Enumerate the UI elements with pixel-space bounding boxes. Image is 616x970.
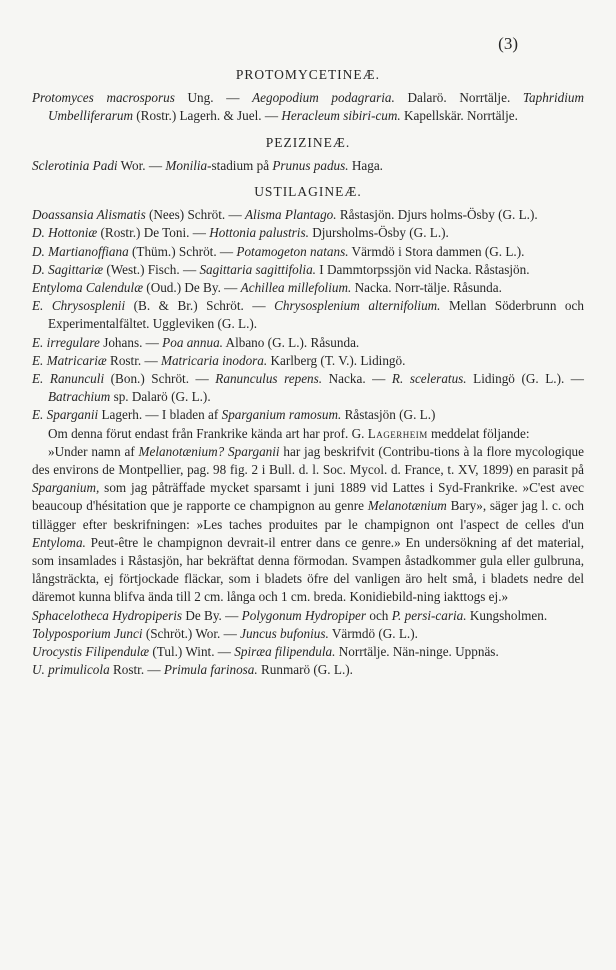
author: (Rostr.) De Toni. — (97, 225, 210, 241)
species: Protomyces macrosporus (32, 90, 175, 106)
species: Tolyposporium Junci (32, 625, 143, 641)
species: Doassansia Alismatis (32, 207, 146, 223)
locality: Djursholms-Ösby (G. L.). (308, 225, 449, 241)
host: Matricaria inodora. (160, 352, 268, 368)
host: Poa annua. (162, 334, 223, 350)
species: D. Martianoffiana (32, 243, 129, 259)
locality: Kapellskär. Norrtälje. (400, 108, 518, 124)
page-number: (3) (498, 34, 518, 53)
author: (Schröt.) Wor. — (142, 625, 241, 641)
host: P. persi-caria. (391, 607, 467, 623)
quote-text: »Under namn af (48, 443, 139, 459)
entry-species (32, 224, 584, 242)
locality: Karlberg (T. V.). Lidingö. (267, 352, 406, 368)
host: Aegopodium podagraria. (252, 90, 395, 106)
host: Polygonum Hydropiper (241, 607, 367, 623)
host: Sparganium ramosum. (221, 407, 342, 423)
author: (Tul.) Wint. — (149, 644, 235, 660)
host: Achillea millefolium. (240, 280, 352, 296)
locality: Nacka. Norr-tälje. Råsunda. (351, 280, 502, 296)
author: (Oud.) De By. — (143, 280, 241, 296)
note-text: Om denna förut endast från Frankrike kända art har prof. G. (48, 425, 368, 441)
locality: Norrtälje. Nän-ninge. Uppnäs. (335, 644, 499, 660)
host: R. sceleratus. (391, 371, 467, 387)
host: Ranunculus repens. (215, 371, 323, 387)
host: Hottonia palustris. (209, 225, 309, 241)
quote-paragraph (32, 443, 584, 607)
author: Johans. — (99, 334, 163, 350)
host-stage: -stadium på (207, 157, 273, 173)
species: Sphacelotheca Hydropiperis (32, 607, 183, 623)
locality: I Dammtorpssjön vid Nacka. Råstasjön. (315, 261, 530, 277)
author: Rostr. — (109, 662, 164, 678)
conjunction: och (366, 607, 392, 623)
locality: sp. Dalarö (G. L.). (110, 389, 211, 405)
note-text: meddelat följande: (427, 425, 530, 441)
section-heading-ustilagineae: USTILAGINEÆ. (254, 184, 362, 200)
author: (West.) Fisch. — (103, 261, 200, 277)
quote-text: Bary», säger jag l. c. och tillägger efter beskrifningen: »Les taches produites par le champignon ont l'aspect de celles d'un (32, 498, 584, 532)
author: Lagerh. — I bladen af (98, 407, 222, 423)
species: D. Hottoniæ (32, 225, 98, 241)
entry-species (32, 661, 584, 679)
quote-text: har jag beskrifvit (Contribu-tions à la flore mycologique des environs de Montpellier, pag. 98 fig. 2 i Bull. d. l. Soc. Mycol. d. France, t. XV, 1899) en parasit på (32, 443, 585, 478)
host: Prunus padus. (272, 157, 349, 173)
species: Taphridium Umbelliferarum (48, 90, 585, 124)
host: Monilia (165, 157, 208, 173)
entry-species (32, 261, 584, 279)
species: E. Chrysosplenii (32, 298, 126, 314)
author: De By. — (182, 607, 242, 623)
entry-sphacelotheca (32, 607, 584, 625)
author: (Nees) Schröt. — (145, 207, 245, 223)
quote-text: Peut-être le champignon devrait-il entrer dans ce genre.» En undersökning af det material, som insamlades i Råstasjön, har bekräftat denna förmodan. Svampen åstadkommer gula eller gulbruna, långsträckta, ej förtjockade fläckar, som i bladets öfre del vanligen äro helt små, i bladets nedre del däremot kunna blifva ända till 2 cm. långa och 1 cm. breda. Konidiebild-ning iakttogs ej.» (32, 534, 584, 605)
locality: Dalarö. Norrtälje. (394, 90, 511, 106)
quote-italic: Melanotænium (367, 498, 447, 514)
entry-entyloma-sparganii (32, 406, 584, 424)
species: Entyloma Calendulæ (32, 280, 143, 296)
entry-species (32, 625, 584, 643)
locality: Nacka. — (322, 371, 392, 387)
locality: Råstasjön (G. L.) (341, 407, 436, 423)
entry-entyloma-ranunculi (32, 370, 584, 406)
author: Rostr. — (106, 352, 161, 368)
entry-sclerotinia (32, 157, 584, 175)
host: Heracleum sibiri-cum. (281, 108, 401, 124)
author: Wor. — (117, 157, 166, 173)
locality: Runmarö (G. L.). (257, 662, 353, 678)
locality: Kungsholmen. (466, 607, 548, 623)
entry-species (32, 352, 584, 370)
entry-species (32, 297, 584, 333)
species: E. Sparganii (32, 407, 99, 423)
locality: Albano (G. L.). Råsunda. (222, 334, 360, 350)
text-body (32, 66, 584, 680)
species: U. primulicola (32, 662, 110, 678)
author-name: Lagerheim (367, 425, 428, 441)
entry-species (32, 279, 584, 297)
quote-italic: Melanotænium? Sparganii (138, 443, 280, 459)
quote-italic: Sparganium, (32, 480, 100, 496)
host: Juncus bufonius. (240, 625, 329, 641)
section-heading-protomycetineae: PROTOMYCETINEÆ. (235, 67, 381, 82)
author: Ung. — (174, 90, 253, 106)
species: D. Sagittariæ (32, 261, 104, 277)
species: E. Matricariæ (32, 352, 107, 368)
author: (Rostr.) Lagerh. & Juel. — (132, 108, 282, 124)
author: (Thüm.) Schröt. — (128, 243, 237, 259)
host: Spiræa filipendula. (234, 644, 336, 660)
species: Urocystis Filipendulæ (32, 644, 150, 660)
species: E. irregulare (32, 334, 100, 350)
entry-species (32, 334, 584, 352)
host: Chrysosplenium alternifolium. (274, 298, 441, 314)
entry-species (32, 243, 584, 261)
quote-italic: Entyloma. (32, 534, 86, 550)
locality: Mellan Söderbrunn och Experimentalfältet. Uggleviken (G. L.). (48, 298, 584, 332)
quote-text: som jag påträffade mycket sparsamt i juni 1889 vid Lattes i Syd-Frankrike. »C'est avec beaucoup d'hésitation que je rapporte ce champignon au genre (32, 480, 584, 514)
entry-protomyces (32, 89, 584, 125)
host: Alisma Plantago. (244, 207, 337, 223)
section-heading-pezizineae: PEZIZINEÆ. (265, 134, 351, 150)
host: Batrachium (48, 389, 111, 405)
host: Primula farinosa. (163, 662, 258, 678)
locality: Värmdö (G. L.). (328, 625, 418, 641)
author: (Bon.) Schröt. — (104, 371, 216, 387)
note-paragraph (32, 425, 584, 443)
species: E. Ranunculi (32, 371, 105, 387)
locality: Råstasjön. Djurs holms-Ösby (G. L.). (336, 207, 538, 223)
species: Sclerotinia Padi (32, 157, 118, 173)
locality: Lidingö (G. L.). — (466, 371, 584, 387)
entry-species (32, 643, 584, 661)
author: (B. & Br.) Schröt. — (125, 298, 275, 314)
host: Potamogeton natans. (236, 243, 349, 259)
locality: Haga. (348, 157, 383, 173)
entry-species (32, 206, 584, 224)
host: Sagittaria sagittifolia. (199, 261, 316, 277)
locality: Värmdö i Stora dammen (G. L.). (348, 243, 525, 259)
